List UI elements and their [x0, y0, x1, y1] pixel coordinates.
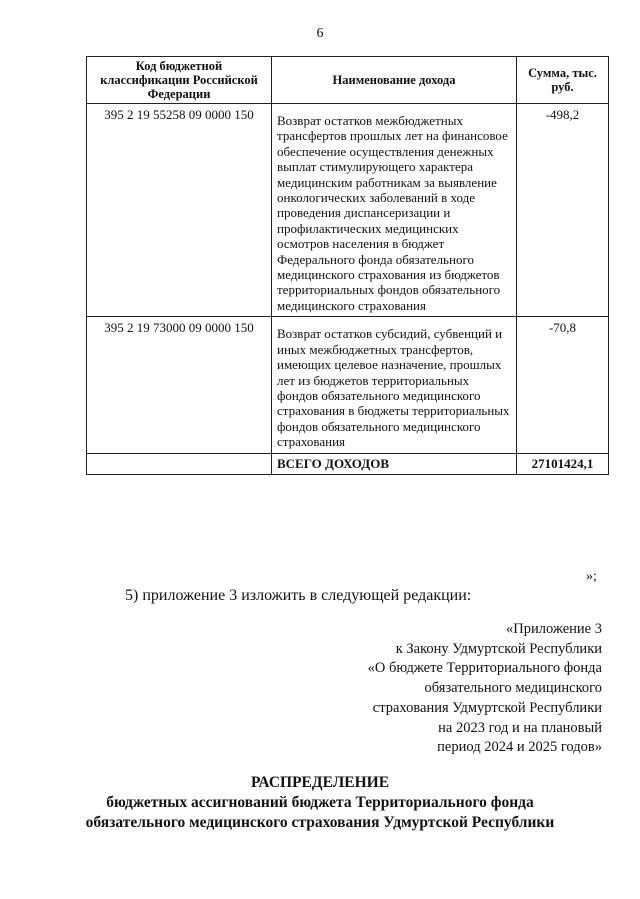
- row-name: Возврат остатков межбюджетных трансфертов прошлых лет на финансовое обеспечение осуществления денежных выплат стимулирующего характера медицинским работникам за выявление онкологических заболеваний в ходе проведения диспансеризации и профилактических медицинских осмотров населения в бюджет Федерального фонда обязательного медицинского страхования из бюджетов территориальных фондов обязательного медицинского страхования: [272, 104, 517, 317]
- table-row: [87, 317, 609, 453]
- appendix-line: к Закону Удмуртской Республики: [395, 640, 602, 657]
- table-row: [87, 104, 609, 317]
- row-amount: -70,8: [517, 317, 609, 453]
- income-table: [86, 56, 609, 475]
- distribution-subtitle-line: бюджетных ассигнований бюджета Территориального фонда: [106, 794, 534, 811]
- total-amount: 27101424,1: [517, 453, 609, 474]
- page-number: 6: [316, 26, 324, 41]
- total-code: [87, 453, 272, 474]
- header-code: Код бюджетной классификации Российской Федерации: [87, 57, 272, 104]
- instruction-text: 5) приложение 3 изложить в следующей редакции:: [125, 587, 472, 604]
- table-header-row: [87, 57, 609, 104]
- appendix-line: страхования Удмуртской Республики: [372, 699, 602, 716]
- closing-quote: »;: [586, 569, 597, 584]
- row-amount: -498,2: [517, 104, 609, 317]
- appendix-line: на 2023 год и на плановый: [438, 719, 602, 736]
- total-label: ВСЕГО ДОХОДОВ: [272, 453, 517, 474]
- header-amount: Сумма, тыс. руб.: [517, 57, 609, 104]
- distribution-heading: РАСПРЕДЕЛЕНИЕ: [250, 774, 390, 791]
- distribution-subtitle-line: обязательного медицинского страхования Удмуртской Республики: [85, 814, 555, 831]
- row-code: 395 2 19 55258 09 0000 150: [87, 104, 272, 317]
- appendix-line: «О бюджете Территориального фонда: [367, 660, 602, 677]
- appendix-line: «Приложение 3: [506, 621, 602, 637]
- appendix-header: [282, 620, 602, 758]
- appendix-line: период 2024 и 2025 годов»: [437, 739, 602, 756]
- distribution-title: [0, 773, 640, 833]
- appendix-line: обязательного медицинского: [424, 680, 602, 697]
- header-name: Наименование дохода: [272, 57, 517, 104]
- row-name: Возврат остатков субсидий, субвенций и иных межбюджетных трансфертов, имеющих целевое назначение, прошлых лет из бюджетов территориальных фондов обязательного медицинского страхования в бюджеты территориальных фондов обязательного медицинского страхования: [272, 317, 517, 453]
- total-row: [87, 453, 609, 474]
- row-code: 395 2 19 73000 09 0000 150: [87, 317, 272, 453]
